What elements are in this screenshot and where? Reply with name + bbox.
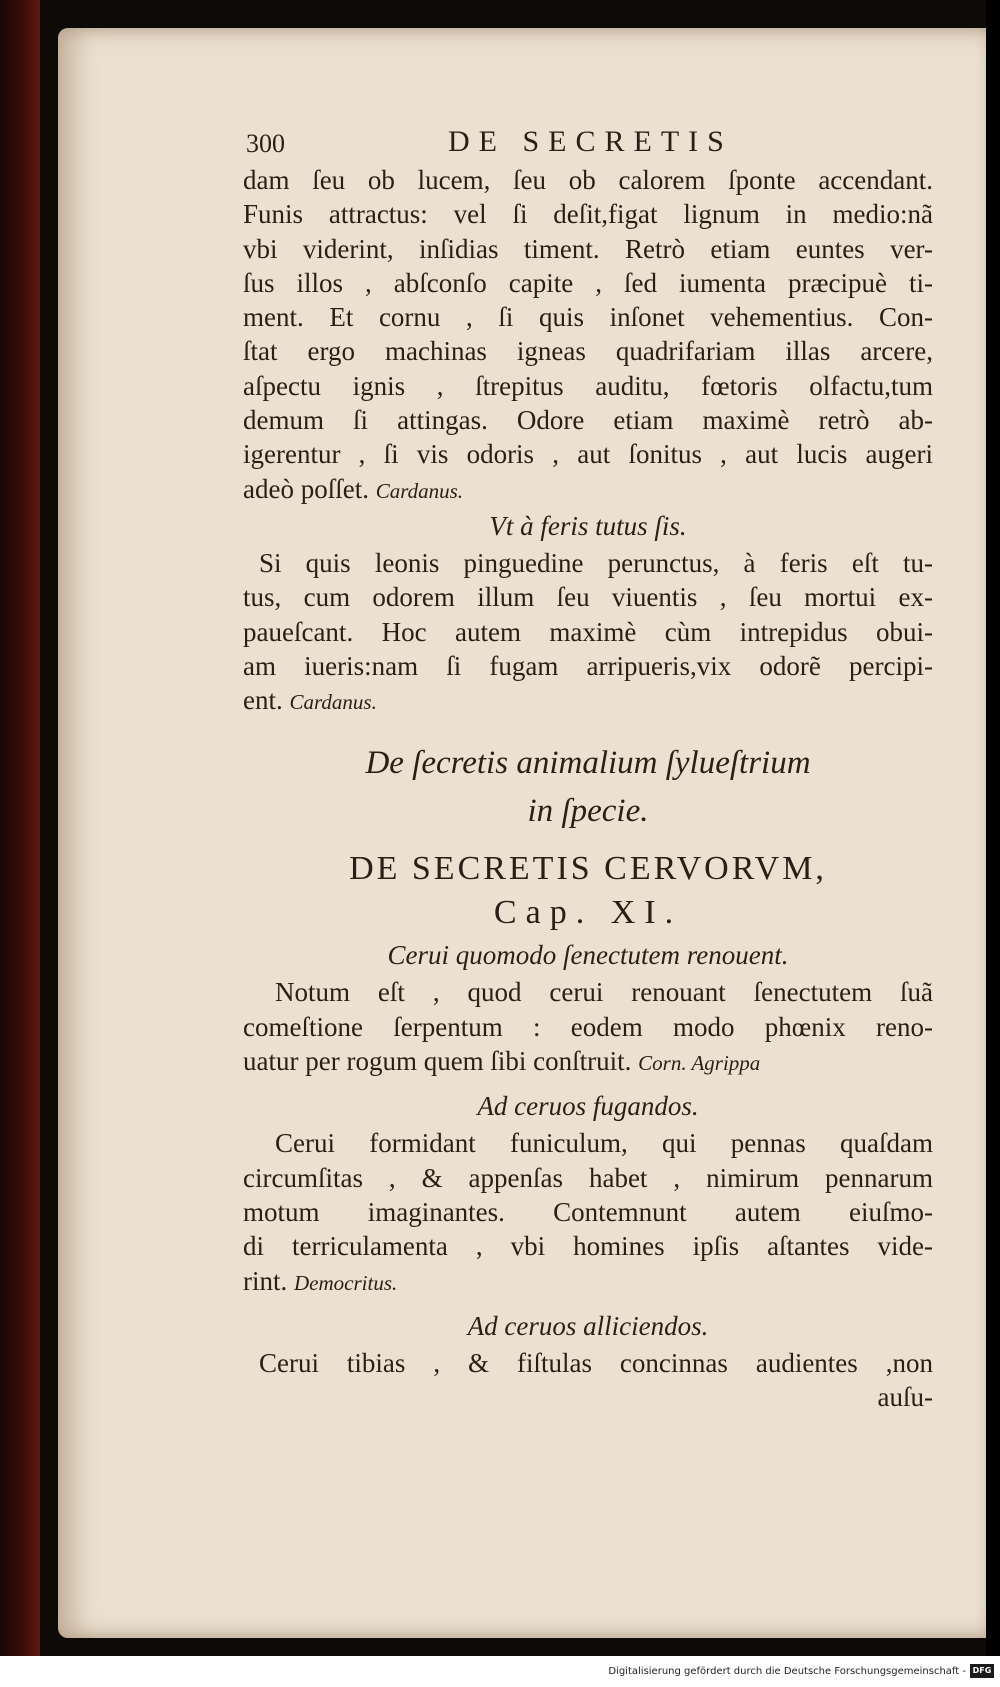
text-line [243,683,933,717]
paragraph-4 [243,1126,933,1297]
citation: Cardanus. [289,690,377,715]
spacer [243,835,933,847]
text-line: aſpectu ignis , ſtrepitus auditu, fœtoris olfactu,tum [243,370,933,401]
scan-border [986,0,1000,1656]
text-line: motum imaginantes. Contemnunt autem eiuſmo- [243,1196,933,1227]
text-line [243,472,933,506]
text-line [243,1264,933,1298]
page-text [243,125,933,1414]
footer-bar [0,1658,1000,1687]
text-line: paueſcant. Hoc autem maximè cùm intrepidus obui- [243,616,933,647]
citation: Cardanus. [375,478,464,503]
section-title-text: Cerui quomodo ſenectutem renouent. [387,940,789,971]
text-line: am iueris:nam ſi fugam arripueris,vix odorẽ percipi- [243,650,933,681]
text-line: Cerui formidant funiculum, qui pennas quaſdam [275,1128,933,1159]
section-title-text: Ad ceruos fugandos. [477,1091,699,1122]
chapter-title: DE SECRETIS CERVORVM, [349,850,827,888]
page-header [243,125,933,163]
section-title [243,506,933,546]
text-line: comeſtione ſerpentum : eodem modo phœnix reno- [243,1011,933,1042]
section-title [243,1306,933,1346]
text-line-end: ent. [243,685,283,716]
text-line: Si quis leonis pinguedine perunctus, à feris eſt tu- [259,547,933,578]
section-title-text: Ad ceruos alliciendos. [467,1310,709,1341]
text-line-end: adeò poſſet. [243,473,369,504]
paragraph-5 [243,1346,933,1415]
dfg-logo-icon: DFG [970,1664,994,1678]
section-title [243,935,933,975]
text-line: Funis attractus: vel ſi deſit,figat lignum in medio:nã [243,199,933,230]
catchword-text: auſu- [877,1382,933,1413]
text-line: vbi viderint, inſidias timent. Retrò etiam euntes ver- [243,233,933,264]
text-line-end: rint. [243,1265,288,1296]
text-line: igerentur , ſi vis odoris , aut ſonitus , aut lucis augeri [243,439,933,470]
text-line: di terriculamenta , vbi homines ipſis aſtantes vide- [243,1231,933,1262]
chapter-number: Cap. XI. [493,894,683,932]
catchword [243,1380,933,1414]
book-spine [0,0,40,1656]
text-line: demum ſi attingas. Odore etiam maximè retrò ab- [243,405,933,436]
running-title: DE SECRETIS [448,125,733,158]
paragraph-1 [243,163,933,506]
text-line [243,1044,933,1078]
section-title [243,1086,933,1126]
spacer [243,717,933,739]
text-line: dam ſeu ob lucem, ſeu ob calorem ſponte accendant. [243,165,933,195]
paragraph-3 [243,975,933,1078]
text-line-end: uatur per rogum quem ſibi conſtruit. [243,1046,632,1077]
text-line: ſus illos , abſconſo capite , ſed iumenta præcipuè ti- [243,267,933,298]
part-title-line-2: in ſpecie. [527,793,649,830]
text-line: Cerui tibias , & fiſtulas concinnas audientes ,non [259,1347,933,1378]
page-number: 300 [246,129,285,158]
text-line: Notum eſt , quod cerui renouant ſenectutem ſuã [275,977,933,1008]
text-line: ment. Et cornu , ſi quis inſonet vehementius. Con- [243,302,933,333]
text-line: circumſitas , & appenſas habet , nimirum pennarum [243,1162,933,1193]
part-title-line-1: De ſecretis animalium ſylueſtrium [365,745,811,782]
paragraph-2 [243,546,933,717]
citation: Democritus. [294,1270,398,1295]
text-line: tus, cum odorem illum ſeu viuentis , ſeu mortui ex- [243,582,933,613]
text-line: ſtat ergo machinas igneas quadrifariam illas arcere, [243,336,933,367]
funding-notice: Digitalisierung gefördert durch die Deutsche Forschungsgemeinschaft - [608,1666,966,1677]
citation: Corn. Agrippa [638,1051,761,1076]
section-title-text: Vt à feris tutus ſis. [489,510,687,541]
